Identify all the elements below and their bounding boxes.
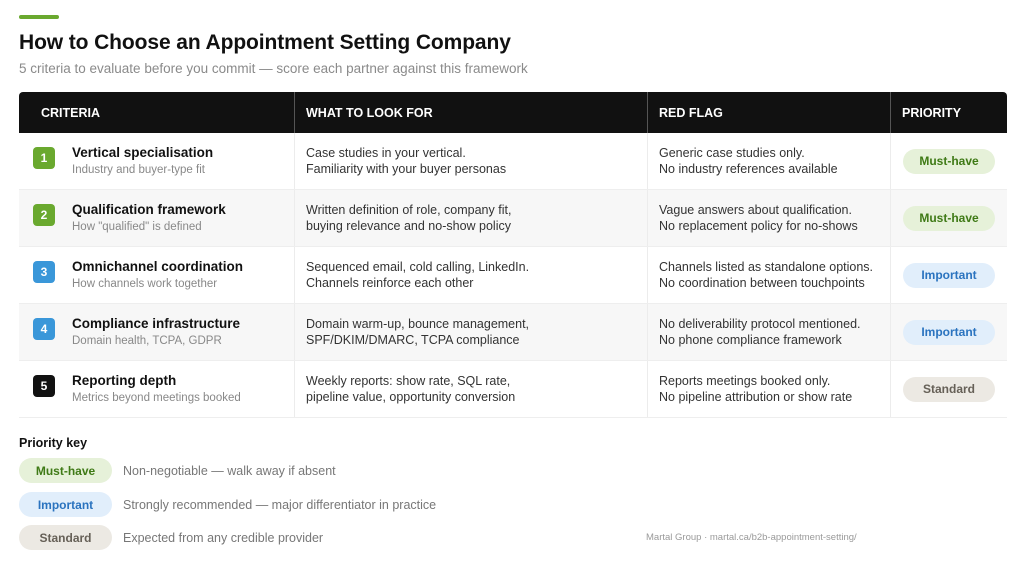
criteria-subtitle: Domain health, TCPA, GDPR [72, 335, 222, 347]
priority-key-item [19, 458, 336, 483]
red-flag-line: Generic case studies only. [659, 146, 805, 160]
red-flag-line: No replacement policy for no-shows [659, 219, 858, 233]
criteria-title: Vertical specialisation [72, 145, 214, 160]
red-flag-line: Reports meetings booked only. [659, 374, 831, 388]
column-header-priority: PRIORITY [902, 105, 962, 120]
criteria-cell [19, 304, 295, 360]
criteria-title: Omnichannel coordination [72, 259, 244, 274]
red-flag-line: Vague answers about qualification. [659, 203, 852, 217]
red-flag-line: No industry references available [659, 162, 838, 176]
red-flag-line: No deliverability protocol mentioned. [659, 317, 861, 331]
page-title: How to Choose an Appointment Setting Company [19, 31, 511, 54]
look-for-line: Weekly reports: show rate, SQL rate, [306, 374, 511, 388]
criteria-subtitle: Metrics beyond meetings booked [72, 392, 241, 404]
criteria-cell [19, 190, 295, 246]
priority-cell [891, 133, 1007, 189]
look-for-line: SPF/DKIM/DMARC, TCPA compliance [306, 333, 520, 347]
table-row [19, 361, 1007, 418]
red-flag-line: Channels listed as standalone options. [659, 260, 874, 274]
red-flag-cell [648, 304, 891, 360]
look-for-line: Familiarity with your buyer personas [306, 162, 507, 176]
look-for-cell [295, 247, 648, 303]
priority-key-description: Non-negotiable — walk away if absent [123, 463, 336, 478]
criteria-title: Reporting depth [72, 373, 177, 388]
priority-key-badge: Important [19, 492, 112, 517]
criteria-cell [19, 361, 295, 417]
priority-key-description: Expected from any credible provider [123, 530, 324, 545]
priority-badge: Important [903, 320, 995, 345]
priority-key-badge: Must-have [19, 458, 112, 483]
criteria-title: Qualification framework [72, 202, 226, 217]
red-flag-line: No pipeline attribution or show rate [659, 390, 853, 404]
red-flag-line: No phone compliance framework [659, 333, 842, 347]
source-credit: Martal Group · martal.ca/b2b-appointment-setting/ [646, 532, 857, 543]
red-flag-line: No coordination between touchpoints [659, 276, 865, 290]
criteria-table [19, 92, 1007, 418]
priority-badge: Important [903, 263, 995, 288]
priority-key-badge: Standard [19, 525, 112, 550]
priority-badge: Standard [903, 377, 995, 402]
criteria-cell [19, 133, 295, 189]
criteria-number-badge: 4 [33, 318, 55, 340]
red-flag-cell [648, 133, 891, 189]
criteria-number-badge: 1 [33, 147, 55, 169]
criteria-title: Compliance infrastructure [72, 316, 241, 331]
red-flag-cell [648, 247, 891, 303]
criteria-number-badge: 2 [33, 204, 55, 226]
look-for-line: pipeline value, opportunity conversion [306, 390, 516, 404]
look-for-cell [295, 190, 648, 246]
priority-key-item [19, 525, 323, 550]
page-subtitle: 5 criteria to evaluate before you commit — score each partner against this framework [19, 61, 528, 76]
red-flag-cell [648, 361, 891, 417]
column-header-red-flag: RED FLAG [648, 92, 891, 133]
look-for-line: Written definition of role, company fit, [306, 203, 512, 217]
look-for-line: Channels reinforce each other [306, 276, 474, 290]
priority-badge: Must-have [903, 149, 995, 174]
red-flag-cell [648, 190, 891, 246]
look-for-line: Case studies in your vertical. [306, 146, 466, 160]
priority-key-item [19, 492, 436, 517]
table-row [19, 190, 1007, 247]
accent-bar [19, 15, 59, 19]
criteria-number-badge: 5 [33, 375, 55, 397]
priority-key-title: Priority key [19, 436, 88, 450]
criteria-subtitle: Industry and buyer-type fit [72, 164, 205, 176]
look-for-line: Domain warm-up, bounce management, [306, 317, 530, 331]
criteria-number-badge: 3 [33, 261, 55, 283]
priority-cell [891, 247, 1007, 303]
criteria-subtitle: How channels work together [72, 278, 218, 290]
priority-cell [891, 190, 1007, 246]
table-row [19, 133, 1007, 190]
priority-badge: Must-have [903, 206, 995, 231]
look-for-line: Sequenced email, cold calling, LinkedIn. [306, 260, 530, 274]
priority-key-description: Strongly recommended — major differentiator in practice [123, 497, 437, 512]
table-header [19, 92, 1007, 133]
priority-cell [891, 361, 1007, 417]
table-row [19, 247, 1007, 304]
column-header-criteria: CRITERIA [19, 92, 295, 133]
table-row [19, 304, 1007, 361]
look-for-line: buying relevance and no-show policy [306, 219, 511, 233]
look-for-cell [295, 133, 648, 189]
look-for-cell [295, 304, 648, 360]
criteria-subtitle: How "qualified" is defined [72, 221, 202, 233]
criteria-cell [19, 247, 295, 303]
look-for-cell [295, 361, 648, 417]
priority-cell [891, 304, 1007, 360]
column-header-look-for: WHAT TO LOOK FOR [295, 92, 648, 133]
